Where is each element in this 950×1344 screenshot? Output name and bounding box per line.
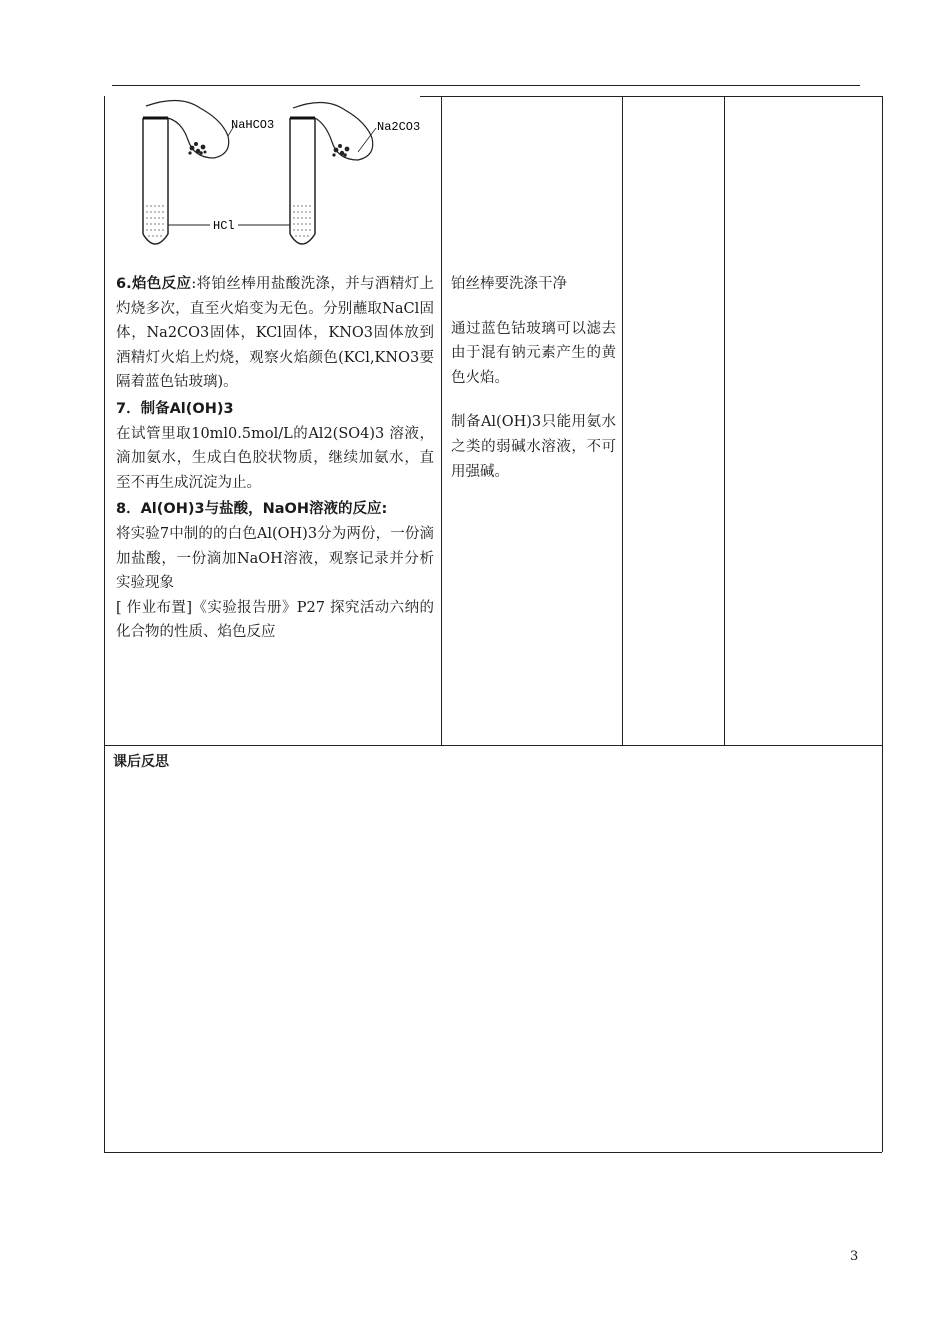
column-divider-1	[441, 96, 442, 745]
section-8-body: 将实验7中制的的白色Al(OH)3分为两份，一份滴加盐酸，一份滴加NaOH溶液，观察记录并分析实验现象	[116, 525, 434, 592]
table-border-top	[420, 96, 882, 97]
note-aluminum-hydroxide: 制备Al(OH)3只能用氨水之类的弱碱水溶液，不可用强碱。	[451, 414, 616, 480]
left-test-tube	[143, 118, 168, 244]
column-divider-3	[724, 96, 725, 745]
notes-column	[451, 272, 616, 504]
note-platinum-wire: 铂丝棒要洗涤干净	[451, 276, 567, 292]
label-hcl: HCl	[213, 219, 235, 233]
note-cobalt-glass: 通过蓝色钴玻璃可以滤去由于混有钠元素产生的黄色火焰。	[451, 320, 616, 386]
right-balloon	[293, 102, 376, 160]
left-balloon	[146, 100, 234, 158]
header-rule	[112, 85, 860, 86]
section-6-body: :将铂丝棒用盐酸洗涤，并与酒精灯上灼烧多次，直至火焰变为无色。分别蘸取NaCl固体，Na2CO3固体，KCl固体，KNO3固体放到酒精灯火焰上灼烧，观察火焰颜色(KCl,KNO3要隔着蓝色钴玻璃)。	[116, 276, 434, 391]
section-6	[116, 272, 434, 395]
section-8-title: 8．Al(OH)3与盐酸，NaOH溶液的反应:	[116, 501, 388, 518]
test-tube-diagram	[110, 96, 430, 256]
section-6-title: 6.焰色反应	[116, 276, 192, 292]
right-test-tube	[290, 118, 315, 244]
label-na2co3: Na2CO3	[377, 120, 421, 134]
experiment-steps-column	[116, 272, 434, 645]
column-divider-2	[622, 96, 623, 745]
label-nahco3: NaHCO3	[231, 118, 275, 132]
table-border-left	[104, 96, 105, 1152]
table-border-bottom	[104, 1152, 882, 1153]
table-border-right	[882, 96, 883, 1152]
section-7-title: 7．制备Al(OH)3	[116, 400, 234, 417]
page-number: 3	[850, 1249, 859, 1264]
section-7-body: 在试管里取10ml0.5mol/L的Al2(SO4)3 溶液，滴加氨水，生成白色胶状物质，继续加氨水，直至不再生成沉淀为止。	[116, 425, 434, 491]
reflection-title: 课后反思	[113, 754, 169, 770]
row-divider	[104, 745, 882, 746]
homework-assignment: [ 作业布置]《实验报告册》P27 探究活动六纳的化合物的性质、焰色反应	[116, 599, 434, 641]
